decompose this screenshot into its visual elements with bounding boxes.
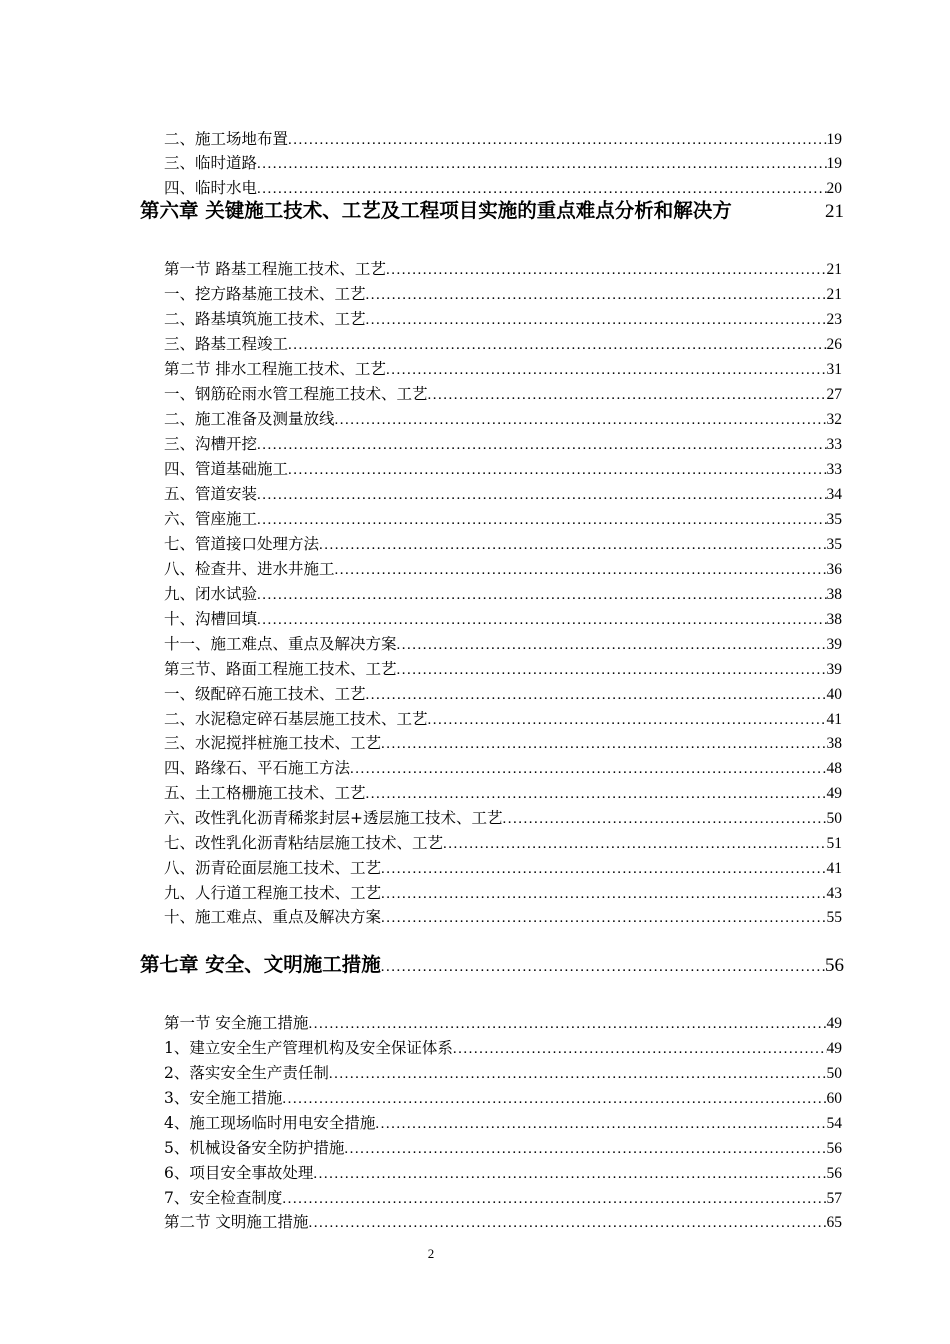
toc-entry-label: 三、水泥搅拌桩施工技术、工艺 — [164, 734, 382, 752]
dot-leader — [350, 757, 826, 781]
dot-leader — [386, 358, 827, 382]
toc-entry-page: 57 — [826, 1190, 842, 1207]
toc-entry-page: 35 — [826, 511, 842, 528]
toc-entry-label: 一、挖方路基施工技术、工艺 — [164, 285, 366, 303]
dot-leader — [366, 683, 827, 707]
toc-entry-label: 三、临时道路 — [164, 154, 258, 172]
toc-entry-page: 38 — [826, 586, 842, 603]
toc-entry[interactable] — [164, 307, 842, 332]
toc-entry-label: 第二节 排水工程施工技术、工艺 — [164, 360, 386, 378]
dot-leader — [381, 732, 826, 756]
dot-leader — [319, 533, 826, 557]
dot-leader — [257, 583, 826, 607]
toc-entry-page: 35 — [826, 536, 842, 553]
toc-entry[interactable] — [164, 127, 842, 152]
dot-leader — [313, 1162, 826, 1186]
toc-entry[interactable] — [164, 1136, 842, 1161]
toc-entry-label: 一、级配碎石施工技术、工艺 — [164, 685, 366, 703]
toc-entry-label: 3、安全施工措施 — [164, 1089, 283, 1107]
toc-entry-label: 六、改性乳化沥青稀浆封层+透层施工技术、工艺 — [164, 809, 503, 827]
dot-leader — [503, 807, 827, 831]
toc-entry-label: 八、沥青砼面层施工技术、工艺 — [164, 859, 382, 877]
toc-entry[interactable] — [164, 682, 842, 707]
toc-entry-page: 49 — [826, 1040, 842, 1057]
toc-entry-label: 第三节、路面工程施工技术、工艺 — [164, 660, 397, 678]
toc-entry-page: 41 — [826, 711, 842, 728]
dot-leader — [443, 832, 826, 856]
toc-entry-page: 31 — [826, 361, 842, 378]
toc-entry-label: 一、钢筋砼雨水管工程施工技术、工艺 — [164, 385, 428, 403]
toc-entry-page: 49 — [826, 785, 842, 802]
toc-entry-page: 56 — [826, 1140, 842, 1157]
toc-entry[interactable] — [164, 457, 842, 482]
dot-leader — [257, 608, 826, 632]
toc-entry[interactable] — [164, 1086, 842, 1111]
toc-entry-page: 23 — [826, 311, 842, 328]
toc-entry-label: 十、沟槽回填 — [164, 610, 258, 628]
toc-entry-page: 40 — [826, 686, 842, 703]
toc-entry[interactable] — [164, 1061, 842, 1086]
dot-leader — [288, 333, 826, 357]
toc-entry-label: 三、路基工程竣工 — [164, 335, 289, 353]
dot-leader — [257, 508, 826, 532]
chapter-title: 第七章 安全、文明施工措施 — [140, 953, 381, 976]
dot-leader — [428, 708, 827, 732]
toc-entry-page: 51 — [826, 835, 842, 852]
toc-chapter-7[interactable] — [140, 950, 844, 980]
dot-leader — [366, 308, 827, 332]
toc-entry-label: 七、改性乳化沥青粘结层施工技术、工艺 — [164, 834, 444, 852]
toc-entry-page: 33 — [826, 436, 842, 453]
toc-entry[interactable] — [164, 831, 842, 856]
dot-leader — [386, 258, 827, 282]
toc-entry-page: 26 — [826, 336, 842, 353]
toc-entry-page: 21 — [826, 261, 842, 278]
toc-entry[interactable] — [164, 881, 842, 906]
toc-entry-label: 三、沟槽开挖 — [164, 435, 258, 453]
toc-entry-page: 50 — [826, 1065, 842, 1082]
toc-entry[interactable] — [164, 731, 842, 756]
dot-leader — [335, 408, 827, 432]
dot-leader — [282, 1087, 826, 1111]
toc-entry[interactable] — [164, 1036, 842, 1061]
toc-entry-label: 四、路缘石、平石施工方法 — [164, 759, 351, 777]
toc-entry-label: 九、人行道工程施工技术、工艺 — [164, 884, 382, 902]
toc-entry-label: 六、管座施工 — [164, 510, 258, 528]
toc-entry[interactable] — [164, 407, 842, 432]
dot-leader — [308, 1211, 826, 1235]
dot-leader — [381, 952, 825, 980]
chapter-page: 21 — [825, 201, 844, 222]
toc-entry-page: 50 — [826, 810, 842, 827]
toc-entry-page: 38 — [826, 735, 842, 752]
toc-entry[interactable] — [164, 905, 842, 930]
toc-entry[interactable] — [164, 707, 842, 732]
toc-entry-page: 41 — [826, 860, 842, 877]
toc-entry[interactable] — [164, 856, 842, 881]
toc-chapter-6[interactable] — [140, 196, 844, 226]
toc-entry-label: 五、管道安装 — [164, 485, 258, 503]
toc-entry[interactable] — [164, 382, 842, 407]
toc-entry-label: 6、项目安全事故处理 — [164, 1164, 314, 1182]
toc-entry-page: 60 — [826, 1090, 842, 1107]
toc-entry-label: 二、路基填筑施工技术、工艺 — [164, 310, 366, 328]
toc-entry-label: 九、闭水试验 — [164, 585, 258, 603]
toc-entry[interactable] — [164, 756, 842, 781]
dot-leader — [375, 1112, 826, 1136]
dot-leader — [257, 433, 826, 457]
dot-leader — [381, 857, 826, 881]
dot-leader — [366, 283, 827, 307]
toc-entry-label: 第一节 路基工程施工技术、工艺 — [164, 260, 386, 278]
toc-entry[interactable] — [164, 1011, 842, 1036]
dot-leader — [288, 128, 826, 152]
toc-entry[interactable] — [164, 432, 842, 457]
dot-leader — [308, 1012, 826, 1036]
toc-entry[interactable] — [164, 1210, 842, 1235]
toc-entry[interactable] — [164, 1186, 842, 1211]
toc-entry[interactable] — [164, 557, 842, 582]
dot-leader — [335, 558, 827, 582]
toc-entry-label: 第一节 安全施工措施 — [164, 1014, 309, 1032]
dot-leader — [288, 458, 826, 482]
toc-entry-page: 32 — [826, 411, 842, 428]
toc-entry-page: 48 — [826, 760, 842, 777]
toc-entry[interactable] — [164, 1111, 842, 1136]
dot-leader — [453, 1037, 827, 1061]
toc-entry-label: 八、检查井、进水井施工 — [164, 560, 335, 578]
toc-entry[interactable] — [164, 282, 842, 307]
dot-leader — [329, 1062, 827, 1086]
dot-leader — [428, 383, 827, 407]
toc-entry[interactable] — [164, 607, 842, 632]
toc-entry-label: 1、建立安全生产管理机构及安全保证体系 — [164, 1039, 453, 1057]
toc-entry-page: 43 — [826, 885, 842, 902]
toc-entry-label: 七、管道接口处理方法 — [164, 535, 320, 553]
dot-leader — [257, 152, 826, 176]
toc-entry-label: 5、机械设备安全防护措施 — [164, 1139, 345, 1157]
toc-entry[interactable] — [164, 257, 842, 282]
toc-entry-page: 54 — [826, 1115, 842, 1132]
toc-entry-page: 38 — [826, 611, 842, 628]
toc-entry-page: 19 — [826, 155, 842, 172]
toc-entry[interactable] — [164, 657, 842, 682]
toc-entry-page: 20 — [826, 180, 842, 197]
toc-entry[interactable] — [164, 582, 842, 607]
toc-entry[interactable] — [164, 332, 842, 357]
dot-leader — [344, 1137, 826, 1161]
dot-leader — [282, 1187, 826, 1211]
dot-leader — [366, 782, 827, 806]
toc-entry-page: 39 — [826, 636, 842, 653]
dot-leader — [257, 483, 826, 507]
chapter-title: 第六章 关键施工技术、工艺及工程项目实施的重点难点分析和解决方 — [140, 199, 732, 222]
toc-entry-label: 四、临时水电 — [164, 179, 258, 197]
dot-leader — [381, 882, 826, 906]
toc-entry-page: 33 — [826, 461, 842, 478]
toc-entry-page: 39 — [826, 661, 842, 678]
dot-leader — [381, 906, 826, 930]
toc-entry[interactable] — [164, 482, 842, 507]
toc-entry-label: 2、落实安全生产责任制 — [164, 1064, 329, 1082]
toc-entry-page: 36 — [826, 561, 842, 578]
toc-entry[interactable] — [164, 632, 842, 657]
dot-leader — [397, 633, 827, 657]
toc-entry-page: 27 — [826, 386, 842, 403]
toc-entry-label: 4、施工现场临时用电安全措施 — [164, 1114, 376, 1132]
toc-entry-page: 19 — [826, 131, 842, 148]
toc-entry-page: 34 — [826, 486, 842, 503]
toc-entry-page: 65 — [826, 1214, 842, 1231]
toc-entry[interactable] — [164, 151, 842, 176]
toc-entry[interactable] — [164, 532, 842, 557]
toc-entry-label: 十一、施工难点、重点及解决方案 — [164, 635, 397, 653]
toc-entry[interactable] — [164, 806, 842, 831]
toc-entry-label: 7、安全检查制度 — [164, 1189, 283, 1207]
toc-entry[interactable] — [164, 1161, 842, 1186]
toc-entry-label: 二、施工准备及测量放线 — [164, 410, 335, 428]
toc-entry-label: 第二节 文明施工措施 — [164, 1213, 309, 1231]
toc-entry-page: 56 — [826, 1165, 842, 1182]
dot-leader — [397, 658, 827, 682]
toc-entry[interactable] — [164, 781, 842, 806]
toc-entry-label: 五、土工格栅施工技术、工艺 — [164, 784, 366, 802]
toc-entry[interactable] — [164, 357, 842, 382]
toc-entry-label: 十、施工难点、重点及解决方案 — [164, 908, 382, 926]
toc-entry-label: 二、施工场地布置 — [164, 130, 289, 148]
toc-entry-label: 四、管道基础施工 — [164, 460, 289, 478]
toc-entry-page: 49 — [826, 1015, 842, 1032]
chapter-page: 56 — [825, 955, 844, 976]
page-number: 2 — [427, 1246, 435, 1261]
toc-entry-page: 21 — [826, 286, 842, 303]
toc-entry-page: 55 — [826, 909, 842, 926]
toc-entry-label: 二、水泥稳定碎石基层施工技术、工艺 — [164, 710, 428, 728]
toc-entry[interactable] — [164, 507, 842, 532]
